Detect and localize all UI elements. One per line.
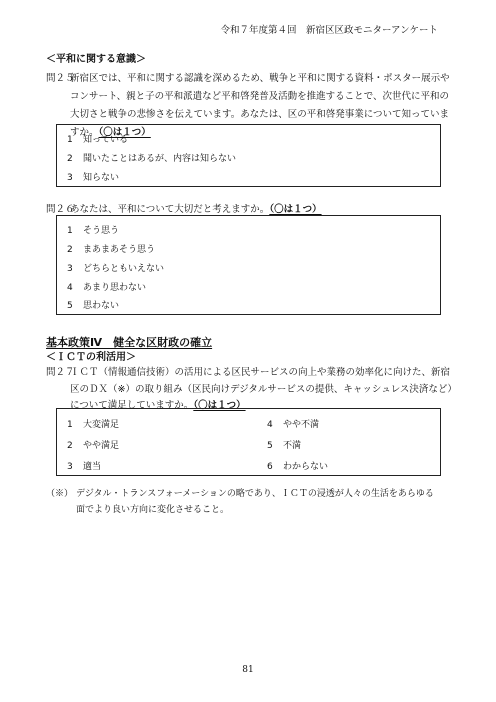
question-26-text: あなたは、平和について大切だと考えますか。（〇は１つ） <box>70 204 322 215</box>
option-q26-3[interactable]: 3 どちらともいえない <box>67 264 165 274</box>
question-26-instruction: （〇は１つ） <box>269 204 322 215</box>
section-heading-peace: ＜平和に関する意識＞ <box>46 54 146 65</box>
question-25-line-3: 大切さと戦争の悲惨さを伝えています。あなたは、区の平和啓発事業について知っていま <box>70 109 450 120</box>
question-25-number: 問２５ <box>46 73 75 84</box>
option-q27-1[interactable]: 1 大変満足 <box>67 420 120 430</box>
question-27-line-1: ＩＣＴ（情報通信技術）の活用による区民サービスの向上や業務の効率化に向けた、新宿 <box>70 367 451 378</box>
option-q27-5[interactable]: 5 不満 <box>267 441 302 451</box>
option-q26-4[interactable]: 4 あまり思わない <box>67 283 147 293</box>
question-27-instruction: （〇は１つ） <box>193 400 246 411</box>
option-q26-1[interactable]: 1 そう思う <box>67 226 120 236</box>
page-number: 81 <box>242 665 254 675</box>
option-q26-2[interactable]: 2 まあまあそう思う <box>67 245 156 255</box>
question-27-line-3: について満足していますか。（〇は１つ） <box>70 400 246 411</box>
option-q25-3[interactable]: 3 知らない <box>67 173 120 183</box>
question-25-options-box <box>56 124 441 187</box>
section-heading-ict: ＜ＩＣＴの利活用＞ <box>46 352 136 363</box>
option-q26-5[interactable]: 5 思わない <box>67 301 120 311</box>
question-25-line-4: すか。（〇は１つ） <box>70 127 151 138</box>
question-26-options-box <box>56 215 441 315</box>
footnote-mark: （※） <box>46 489 74 499</box>
question-27-line-2: 区のＤＸ（※）の取り組み（区民向けデジタルサービスの提供、キャッシュレス決済など） <box>70 384 457 395</box>
footnote-line-1: デジタル・トランスフォーメーションの略であり、ＩＣＴの浸透が人々の生活をあらゆる <box>76 489 434 499</box>
policy-title: 基本政策Ⅳ 健全な区財政の確立 <box>46 336 213 349</box>
question-27-options-box <box>56 408 441 476</box>
page-header: 令和７年度第４回 新宿区区政モニターアンケート <box>220 25 438 36</box>
option-q27-3[interactable]: 3 適当 <box>67 462 102 472</box>
footnote-line-2: 面でより良い方向に変化させること。 <box>76 505 230 515</box>
option-q27-2[interactable]: 2 やや満足 <box>67 441 120 451</box>
option-q27-6[interactable]: 6 わからない <box>267 462 329 472</box>
question-27-number: 問２７ <box>46 367 75 378</box>
question-25-line-1: 新宿区では、平和に関する認識を深めるため、戦争と平和に関する資料・ポスター展示や <box>70 73 450 84</box>
question-26-number: 問２６ <box>46 204 75 215</box>
option-q25-2[interactable]: 2 聞いたことはあるが、内容は知らない <box>67 154 237 164</box>
question-25-line-2: コンサート、親と子の平和派遣など平和啓発普及活動を推進することで、次世代に平和の <box>70 91 449 102</box>
option-q27-4[interactable]: 4 やや不満 <box>267 420 320 430</box>
option-q25-1[interactable]: 1 知っている <box>67 135 129 145</box>
question-25-instruction: （〇は１つ） <box>98 127 151 138</box>
